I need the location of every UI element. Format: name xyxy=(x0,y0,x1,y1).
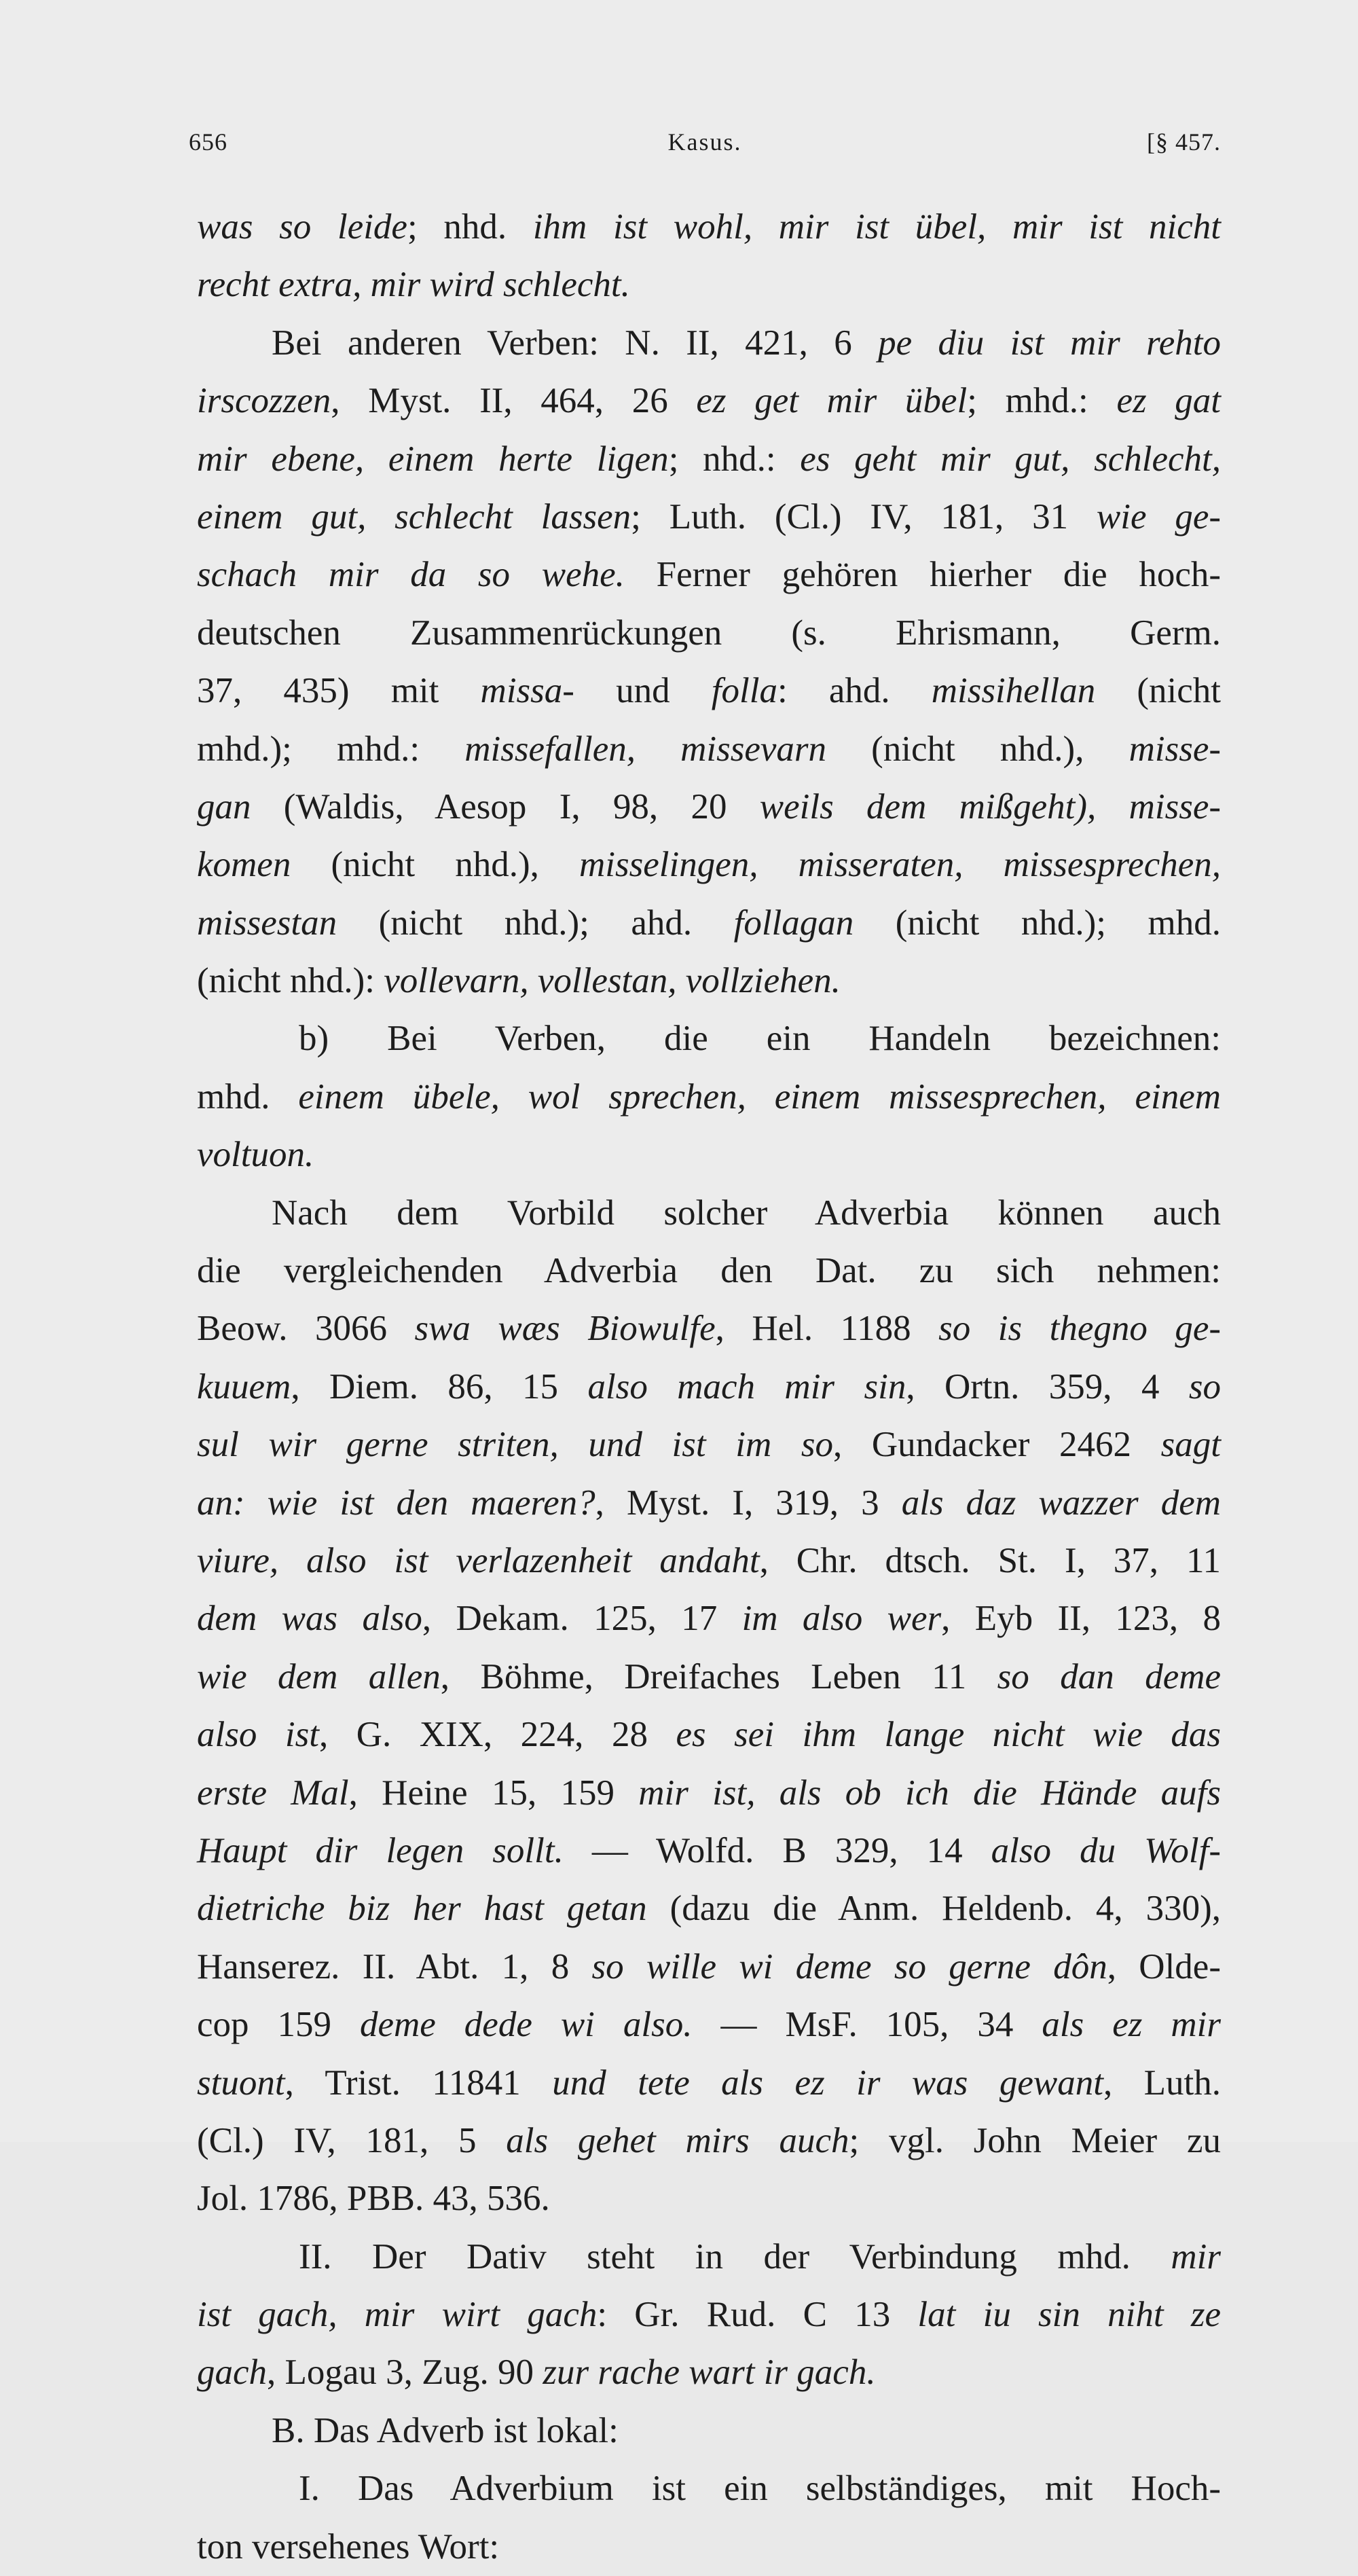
text-line xyxy=(197,1590,1221,1648)
italic-segment: missestan xyxy=(197,903,337,943)
text-segment: deutschen Zusammenrückungen (s. Ehrismann, Germ. xyxy=(197,613,1221,653)
body-text xyxy=(197,198,1221,2576)
text-line xyxy=(197,2286,1221,2344)
text-line xyxy=(197,2170,1221,2228)
italic-segment: zur rache wart ir gach. xyxy=(543,2353,876,2393)
italic-segment: stuont xyxy=(197,2063,285,2103)
text-segment: die vergleichenden Adverbia den Dat. zu sich nehmen: xyxy=(197,1251,1221,1291)
italic-segment: so is thegno ge- xyxy=(938,1309,1222,1349)
text-line xyxy=(197,2518,1221,2576)
text-line xyxy=(197,2460,1221,2518)
text-line xyxy=(197,2228,1221,2286)
italic-segment: so dan deme xyxy=(997,1656,1222,1697)
text-segment: , Diem. 86, 15 xyxy=(291,1366,588,1407)
italic-segment: missa- xyxy=(480,671,574,711)
italic-segment: im also wer xyxy=(741,1599,942,1639)
text-segment: Ferner gehören hierher die hoch- xyxy=(624,555,1221,595)
text-segment: , Trist. 11841 xyxy=(285,2063,553,2103)
text-line xyxy=(197,2344,1221,2401)
text-segment: mhd. xyxy=(197,1076,299,1117)
text-line xyxy=(197,1416,1221,1474)
text-segment: ton versehenes Wort: xyxy=(197,2526,500,2566)
text-line xyxy=(197,1242,1221,1300)
text-segment: ; nhd.: xyxy=(668,439,801,479)
text-line xyxy=(197,1358,1221,1416)
text-line xyxy=(197,836,1221,894)
text-line xyxy=(197,488,1221,546)
italic-segment: ez get mir übel xyxy=(696,381,968,421)
italic-segment: missefallen, missevarn xyxy=(464,729,826,769)
italic-segment: was so leide xyxy=(197,207,407,247)
text-segment: (nicht nhd.): xyxy=(197,961,384,1001)
text-line xyxy=(197,1300,1221,1358)
italic-segment: dem was also xyxy=(197,1599,422,1639)
text-segment: , Olde- xyxy=(1107,1946,1221,1987)
text-segment: , Chr. dtsch. St. I, 37, 11 xyxy=(759,1540,1221,1580)
italic-segment: misse- xyxy=(1128,729,1221,769)
text-line xyxy=(197,1126,1221,1184)
italic-segment: sul wir gerne striten, und ist im so xyxy=(197,1425,834,1465)
text-segment: , Eyb II, 123, 8 xyxy=(941,1599,1221,1639)
italic-segment: erste Mal xyxy=(197,1773,349,1813)
text-segment: (Cl.) IV, 181, 5 xyxy=(197,2120,507,2160)
text-line xyxy=(197,1648,1221,1706)
text-segment: (nicht nhd.); mhd. xyxy=(854,903,1221,943)
italic-segment: dietriche biz her hast getan xyxy=(197,1889,647,1929)
text-segment: , Hel. 1188 xyxy=(715,1309,939,1349)
text-segment: Bei anderen Verben: N. II, 421, 6 xyxy=(272,323,879,363)
italic-segment: voltuon. xyxy=(197,1135,314,1175)
text-segment: ; mhd.: xyxy=(967,381,1117,421)
italic-segment: mir ebene, einem herte ligen xyxy=(197,439,669,479)
text-line xyxy=(197,1938,1221,1996)
text-segment: II. Der Dativ steht in der Verbindung mhd. xyxy=(299,2236,1171,2276)
text-segment: Jol. 1786, PBB. 43, 536. xyxy=(197,2179,550,2219)
italic-segment: weils dem mißgeht), misse- xyxy=(759,786,1221,827)
text-line xyxy=(197,198,1221,256)
italic-segment: es geht mir gut, schlecht, xyxy=(800,439,1221,479)
italic-segment: so wille wi deme so gerne dôn xyxy=(591,1946,1107,1987)
text-segment: ; vgl. John Meier zu xyxy=(849,2120,1221,2160)
text-segment: ; Luth. (Cl.) IV, 181, 31 xyxy=(631,496,1097,537)
text-line xyxy=(197,604,1221,662)
text-segment: Nach dem Vorbild solcher Adverbia können auch xyxy=(272,1193,1221,1233)
text-segment: , Böhme, Dreifaches Leben 11 xyxy=(440,1656,997,1697)
text-line xyxy=(197,1880,1221,1938)
text-line xyxy=(197,1706,1221,1764)
italic-segment: follagan xyxy=(733,903,854,943)
running-title: Kasus. xyxy=(667,128,742,156)
text-line xyxy=(197,1474,1221,1532)
italic-segment: so xyxy=(1188,1366,1221,1407)
italic-segment: an: wie ist den maeren? xyxy=(197,1483,595,1523)
section-reference: [§ 457. xyxy=(1147,128,1221,156)
italic-segment: gach xyxy=(197,2353,268,2393)
italic-segment: pe diu ist mir rehto xyxy=(878,323,1221,363)
italic-segment: also mach mir sin xyxy=(587,1366,906,1407)
text-line xyxy=(197,778,1221,836)
italic-segment: also ist xyxy=(197,1715,319,1755)
text-segment: — MsF. 105, 34 xyxy=(692,2005,1042,2045)
text-segment: Beow. 3066 xyxy=(197,1309,415,1349)
italic-segment: und tete als ez ir was gewant xyxy=(552,2063,1103,2103)
italic-segment: swa wæs Biowulfe xyxy=(414,1309,716,1349)
italic-segment: mir ist, als ob ich die Hände aufs xyxy=(638,1773,1221,1813)
italic-segment: missihellan xyxy=(931,671,1096,711)
italic-segment: viure, also ist verlazenheit andaht xyxy=(197,1540,760,1580)
italic-segment: als ez mir xyxy=(1042,2005,1221,2045)
page-number: 656 xyxy=(189,128,227,156)
text-line xyxy=(197,1068,1221,1126)
text-segment: , Ortn. 359, 4 xyxy=(906,1366,1189,1407)
text-segment: (nicht nhd.), xyxy=(291,845,579,885)
text-segment: , Myst. II, 464, 26 xyxy=(331,381,697,421)
text-line xyxy=(197,1822,1221,1880)
italic-segment: schach mir da so wehe. xyxy=(197,555,625,595)
italic-segment: folla xyxy=(711,671,777,711)
italic-segment: also du Wolf- xyxy=(991,1830,1221,1870)
italic-segment: wie ge- xyxy=(1096,496,1222,537)
text-segment: cop 159 xyxy=(197,2005,360,2045)
italic-segment: einem gut, schlecht lassen xyxy=(197,496,631,537)
text-line xyxy=(197,1764,1221,1822)
text-line xyxy=(197,1010,1221,1068)
italic-segment: ez gat xyxy=(1116,381,1221,421)
italic-segment: vollevarn, vollestan, vollziehen. xyxy=(384,961,841,1001)
italic-segment: irscozzen xyxy=(197,381,331,421)
text-segment: und xyxy=(574,671,712,711)
text-line xyxy=(197,2112,1221,2170)
text-line xyxy=(197,2402,1221,2460)
text-segment: , Gundacker 2462 xyxy=(833,1425,1161,1465)
text-segment: I. Das Adverbium ist ein selbständiges, mit Hoch- xyxy=(299,2469,1221,2509)
italic-segment: als gehet mirs auch xyxy=(506,2120,849,2160)
italic-segment: wie dem allen xyxy=(197,1656,441,1697)
text-line xyxy=(197,372,1221,430)
italic-segment: ist gach, mir wirt gach xyxy=(197,2295,598,2335)
text-line xyxy=(197,1532,1221,1590)
text-line xyxy=(197,662,1221,720)
text-segment: (dazu die Anm. Heldenb. 4, 330), xyxy=(646,1889,1221,1929)
running-header xyxy=(189,128,1221,168)
italic-segment: ihm ist wohl, mir ist übel, mir ist nicht xyxy=(532,207,1222,247)
italic-segment: komen xyxy=(197,845,291,885)
text-segment: (nicht nhd.), xyxy=(826,729,1129,769)
text-line xyxy=(197,314,1221,372)
italic-segment: es sei ihm lange nicht wie das xyxy=(676,1715,1221,1755)
text-line xyxy=(197,546,1221,604)
text-line xyxy=(197,1996,1221,2054)
text-segment: : ahd. xyxy=(777,671,932,711)
text-line xyxy=(197,952,1221,1010)
text-line xyxy=(197,2054,1221,2112)
italic-segment: gan xyxy=(197,786,251,827)
text-segment: , Heine 15, 159 xyxy=(348,1773,639,1813)
text-segment: ; nhd. xyxy=(407,207,533,247)
text-segment: , Luth. xyxy=(1103,2063,1221,2103)
text-segment: , G. XIX, 224, 28 xyxy=(318,1715,676,1755)
text-segment: Hanserez. II. Abt. 1, 8 xyxy=(197,1946,592,1987)
text-line xyxy=(197,1184,1221,1242)
text-segment: , Dekam. 125, 17 xyxy=(422,1599,742,1639)
text-segment: (Waldis, Aesop I, 98, 20 xyxy=(251,786,760,827)
italic-segment: mir xyxy=(1171,2236,1221,2276)
text-segment: b) Bei Verben, die ein Handeln bezeichnen: xyxy=(299,1019,1221,1059)
text-segment: — Wolfd. B 329, 14 xyxy=(563,1830,991,1870)
text-segment: mhd.); mhd.: xyxy=(197,729,465,769)
text-segment: 37, 435) mit xyxy=(197,671,481,711)
text-line xyxy=(197,894,1221,952)
text-line xyxy=(197,721,1221,778)
italic-segment: lat iu sin niht ze xyxy=(917,2295,1221,2335)
text-segment: : Gr. Rud. C 13 xyxy=(597,2295,918,2335)
italic-segment: Haupt dir legen sollt. xyxy=(197,1830,564,1870)
text-line xyxy=(197,256,1221,314)
text-segment: (nicht xyxy=(1095,671,1221,711)
italic-segment: einem übele, wol sprechen, einem missesprechen, einem xyxy=(298,1076,1221,1117)
text-segment: (nicht nhd.); ahd. xyxy=(337,903,734,943)
italic-segment: recht extra, mir wird schlecht. xyxy=(197,265,630,305)
italic-segment: kuuem xyxy=(197,1366,291,1407)
italic-segment: sagt xyxy=(1160,1425,1221,1465)
italic-segment: als daz wazzer dem xyxy=(901,1483,1221,1523)
text-segment: , Logau 3, Zug. 90 xyxy=(267,2353,543,2393)
text-segment: B. Das Adverb ist lokal: xyxy=(272,2410,619,2450)
text-line xyxy=(197,431,1221,488)
text-segment: , Myst. I, 319, 3 xyxy=(595,1483,902,1523)
italic-segment: deme dede wi also. xyxy=(360,2005,693,2045)
italic-segment: misselingen, misseraten, missesprechen, xyxy=(579,845,1221,885)
